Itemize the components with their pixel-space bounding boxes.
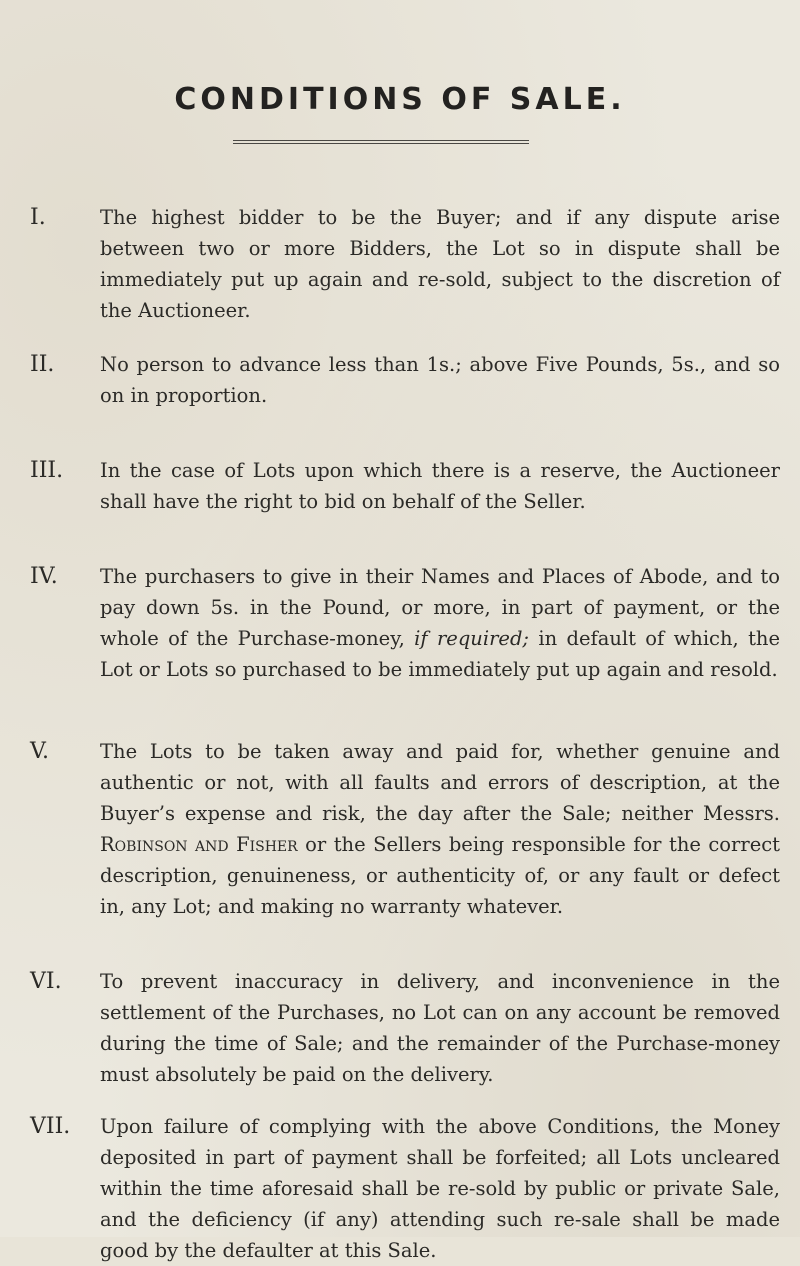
clause-text: The highest bidder to be the Buyer; and if any dispute arise between two or more Bidders, the Lot so in dispute shall be immediately put up again and re-sold, subject to the discretion of the Auctioneer. bbox=[100, 206, 780, 322]
clause-5 bbox=[30, 736, 780, 922]
clause-number: III. bbox=[30, 458, 64, 483]
clause-text: No person to advance less than 1s.; above Five Pounds, 5s., and so on in proportion. bbox=[100, 353, 780, 407]
clause-number: VII. bbox=[30, 1114, 71, 1139]
clause-4 bbox=[30, 561, 780, 685]
firm-name: Robinson and Fisher bbox=[100, 833, 298, 856]
clause-text: In the case of Lots upon which there is a reserve, the Auctioneer shall have the right to bid on behalf of the Seller. bbox=[100, 459, 780, 513]
clause-number: I. bbox=[30, 205, 46, 230]
clause-text-part: or the Sellers being responsible for the correct description, genuineness, or authenticity of, or any fault or defect in, any Lot; and making no warranty whatever. bbox=[100, 833, 780, 918]
page-title: CONDITIONS OF SALE. bbox=[174, 82, 626, 117]
clause-text-part: The Lots to be taken away and paid for, whether genuine and authentic or not, with all faults and errors of description, at the Buyer’s expense and risk, the day after the Sale; neither Messrs. bbox=[100, 740, 780, 825]
clause-text bbox=[100, 561, 780, 685]
clause-1 bbox=[30, 202, 780, 326]
clause-text-italic: if required; bbox=[414, 627, 530, 650]
clause-text-part: in default of which, the Lot or Lots so purchased to be immediately put up again and resold. bbox=[100, 627, 780, 681]
clause-text bbox=[100, 736, 780, 922]
clause-6 bbox=[30, 966, 780, 1090]
clause-7 bbox=[30, 1111, 780, 1266]
clause-number: IV. bbox=[30, 564, 58, 589]
clause-number: VI. bbox=[30, 969, 62, 994]
clause-text-part: The purchasers to give in their Names and Places of Abode, and to pay down 5s. in the Pound, or more, in part of payment, or the whole of the Purchase-money, bbox=[100, 565, 780, 650]
clause-3 bbox=[30, 455, 780, 517]
clause-number: V. bbox=[30, 739, 50, 764]
title-rule bbox=[233, 140, 529, 144]
clause-text: To prevent inaccuracy in delivery, and inconvenience in the settlement of the Purchases, no Lot can on any account be removed during the time of Sale; and the remainder of the Purchase-money must absolutely be paid on the delivery. bbox=[100, 970, 780, 1086]
clause-2 bbox=[30, 349, 780, 411]
clause-number: II. bbox=[30, 352, 55, 377]
clause-text: Upon failure of complying with the above Conditions, the Money deposited in part of payment shall be forfeited; all Lots uncleared within the time aforesaid shall be re-sold by public or private Sale, and the deficiency (if any) attending such re-sale shall be made good by the defaulter at this Sale. bbox=[100, 1115, 780, 1262]
